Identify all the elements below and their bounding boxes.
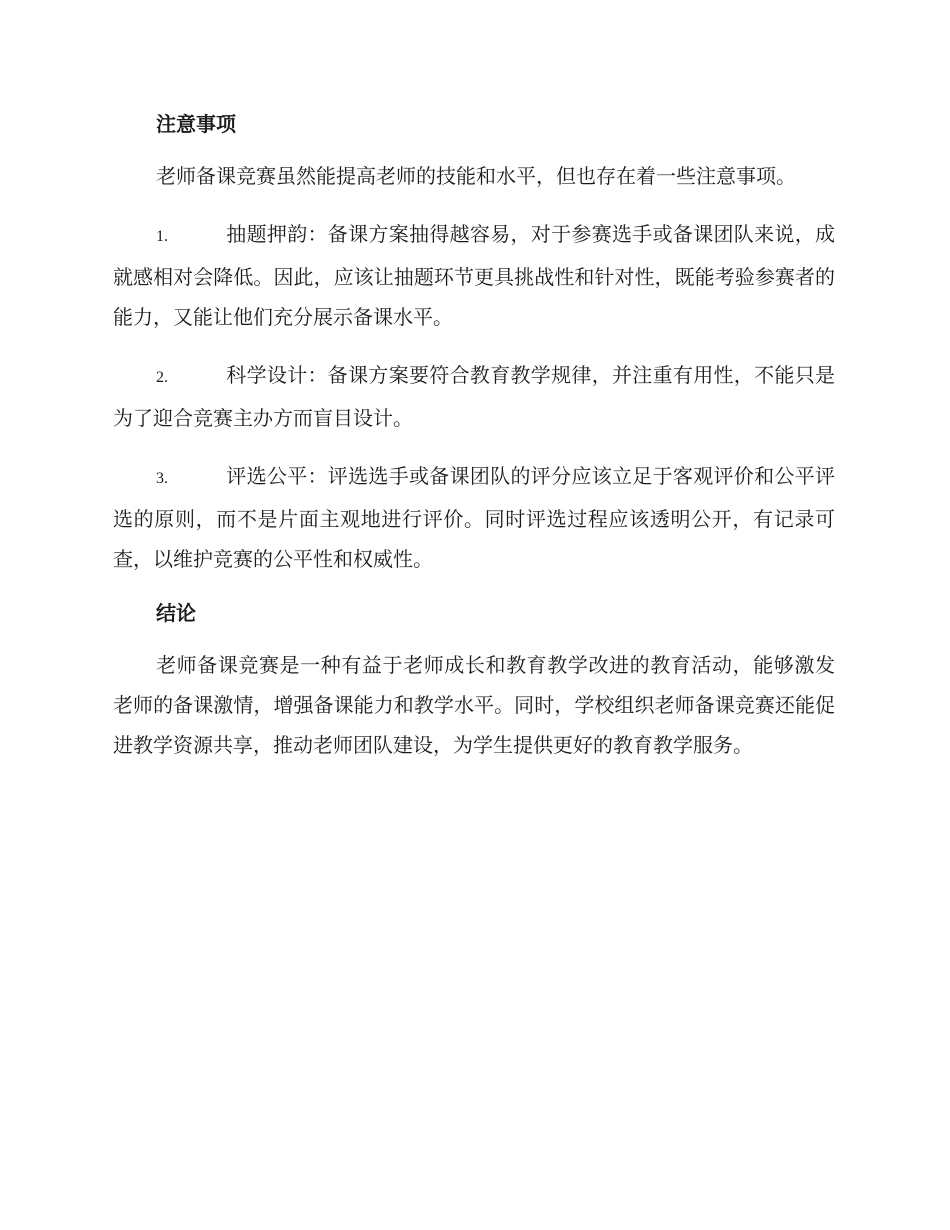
notes-heading: 注意事项	[156, 112, 236, 136]
list-item	[113, 456, 835, 579]
list-item-text: 抽题押韵：备课方案抽得越容易，对于参赛选手或备课团队来说，成就感相对会降低。因此，应该让抽题环节更具挑战性和针对性，既能考验参赛者的能力，又能让他们充分展示备课水平。	[113, 222, 835, 329]
conclusion-heading: 结论	[156, 601, 196, 625]
list-item-number: 1.	[156, 228, 168, 245]
list-item-text: 评选公平：评选选手或备课团队的评分应该立足于客观评价和公平评选的原则，而不是片面主观地进行评价。同时评选过程应该透明公开，有记录可查，以维护竞赛的公平性和权威性。	[113, 464, 835, 571]
conclusion-paragraph: 老师备课竞赛是一种有益于老师成长和教育教学改进的教育活动，能够激发老师的备课激情，增强备课能力和教学水平。同时，学校组织老师备课竞赛还能促进教学资源共享，推动老师团队建设，为学生提供更好的教育教学服务。	[113, 653, 835, 757]
list-item-number: 3.	[156, 470, 168, 487]
list-item-number: 2.	[156, 369, 168, 386]
document-page	[113, 104, 835, 783]
list-item	[113, 214, 835, 337]
list-item-text: 科学设计：备课方案要符合教育教学规律，并注重有用性，不能只是为了迎合竞赛主办方而盲目设计。	[113, 363, 835, 430]
notes-intro-paragraph: 老师备课竞赛虽然能提高老师的技能和水平，但也存在着一些注意事项。	[156, 164, 796, 188]
list-item	[113, 355, 835, 438]
